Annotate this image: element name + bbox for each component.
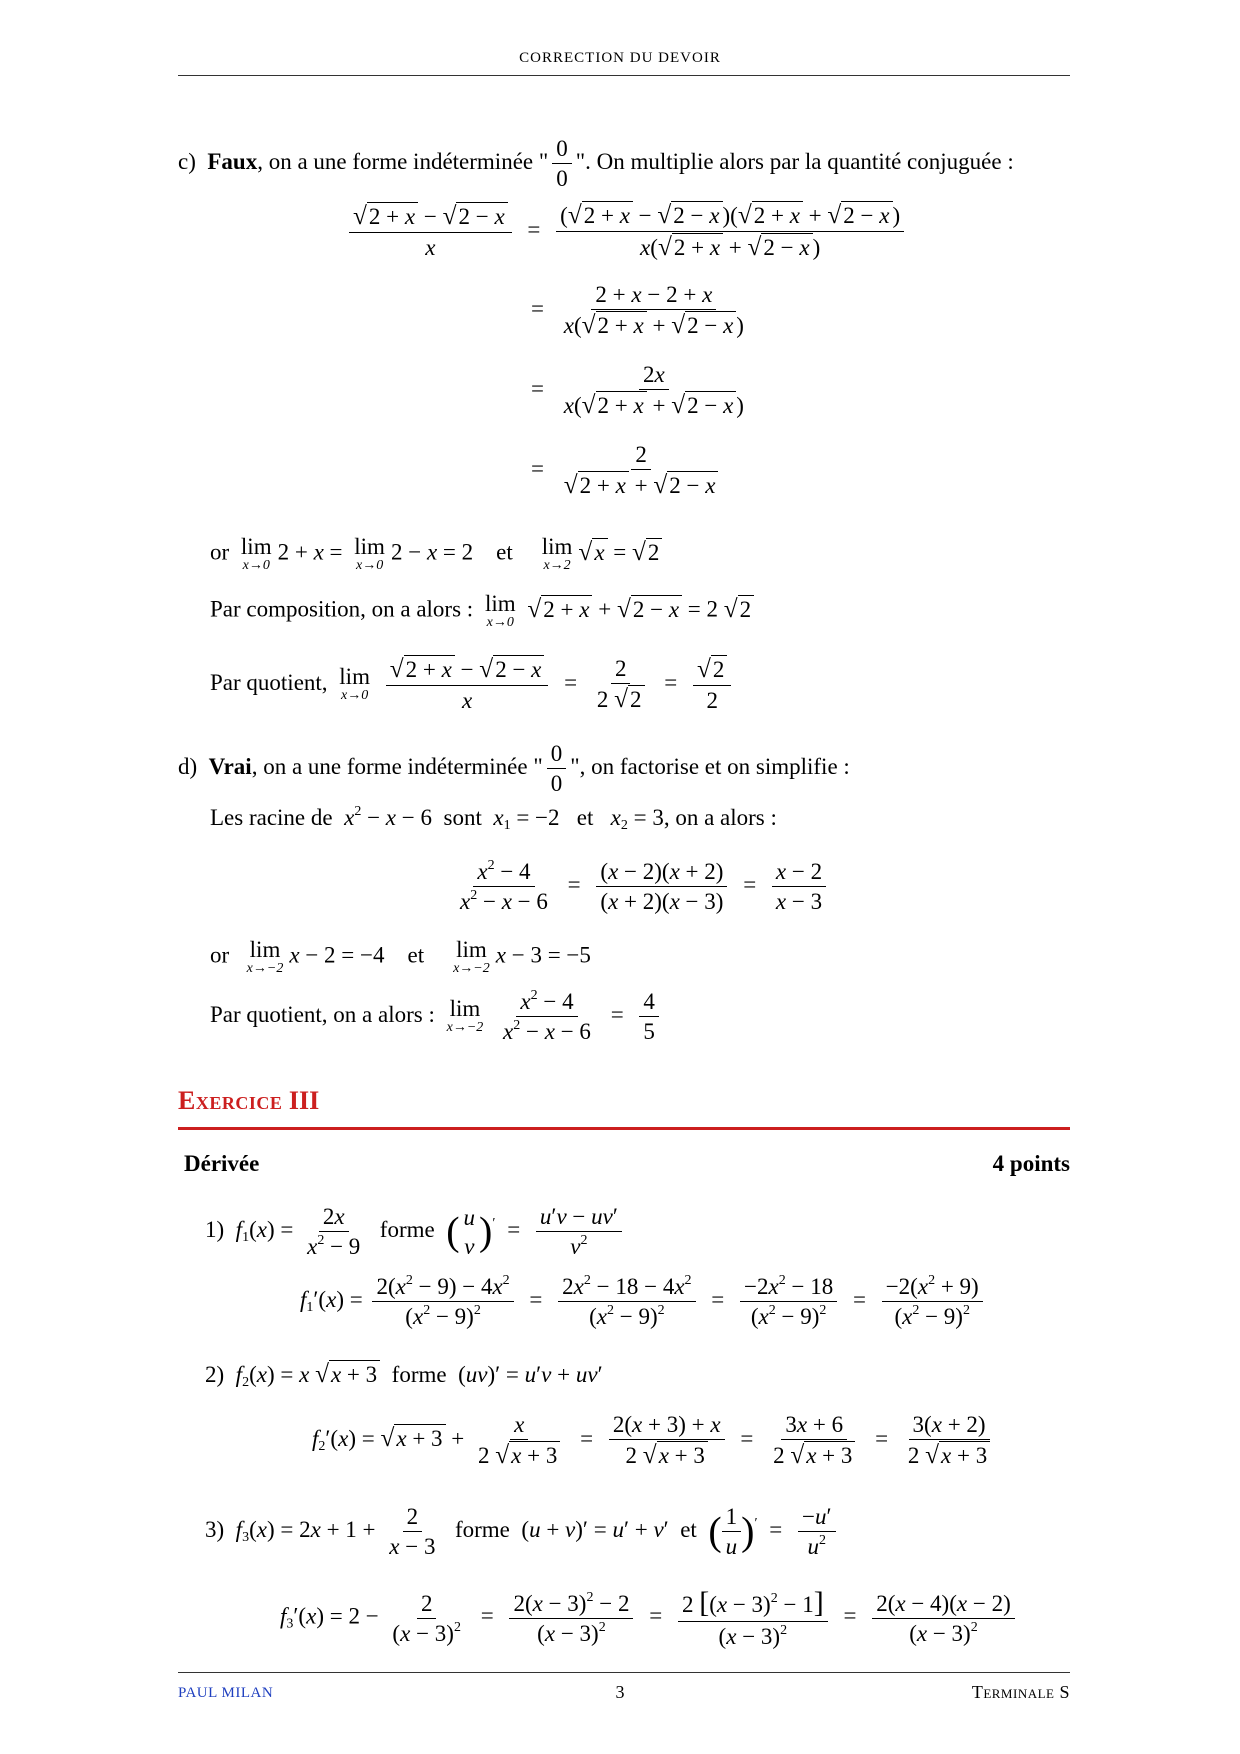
quotient-line-d: Par quotient, on a alors : lim x→−2 $\frac{x^2 - 4}{x^2 - x - 6}$ = $\frac{4}{5}$ bbox=[210, 990, 663, 1043]
or-word-d: or bbox=[210, 942, 230, 968]
part-d-intro: d) Vrai, on a une forme indéterminée " $\frac{0}{0}$ ", on factorise et on simplifie : bbox=[178, 741, 850, 796]
conjugate-eq-1: $\frac{√2 + x - √2 - x}{x}$ = $\frac{(√2 + x - √2 - x )(√2 + x + √2 - x )}{x(√2 + x + √2 - x )}$ bbox=[345, 203, 908, 261]
conjugate-eq-2: = $\frac{2 + x - 2 + x}{x(√2 + x + √2 - x )}$ bbox=[531, 282, 744, 339]
q3-derivative: $f_3'(x) = 2$ − $\frac{2}{(x - 3)^2}$ = $\frac{2(x - 3)^2 - 2}{(x - 3)^2}$ = $\frac{2 [(x - 3)^2 - 1]}{(x - 3)^2}$ = $\frac{2(x - 4)(x - 2)}{(x - 3)^2}$ bbox=[280, 1588, 1019, 1648]
roots-line: Les racine de $x^2 - x - 6$ sont $x_1 = -2$ et $x_2 = 3$, on a alors : bbox=[210, 804, 777, 833]
forme-word-1: forme bbox=[379, 1216, 435, 1242]
limits-line-d: or lim x→−2 x − 2 = −4 et lim x→−2 x − 3 = −5 bbox=[210, 937, 591, 977]
indeterminate-form: $\frac{0}{0}$ bbox=[552, 137, 572, 190]
q2-statement: 2) $f_2(x) = x$ √x + 3 forme (uv)′ = u′v + uv′ bbox=[205, 1360, 603, 1390]
forme-word-3: forme bbox=[454, 1516, 510, 1542]
footer-class: Terminale S bbox=[971, 1682, 1070, 1702]
q1-label: 1) bbox=[205, 1216, 225, 1242]
sont-word: sont bbox=[443, 805, 482, 830]
header-rule bbox=[178, 75, 1070, 76]
conjugate-eq-4: = $\frac{2}{√2 + x + √2 - x}$ bbox=[525, 443, 726, 498]
et-word-d2: et bbox=[407, 942, 425, 968]
part-c-intro-text-2: ". On multiplie alors par la quantité conjuguée : bbox=[575, 148, 1014, 174]
composition-line: Par composition, on a alors : lim x→0 √2 + x + √2 − x = 2 √2 bbox=[210, 592, 754, 631]
quotient-text-d: Par quotient, on a alors : bbox=[210, 1001, 435, 1027]
alors-text: , on a alors : bbox=[663, 805, 777, 830]
part-d-label: d) bbox=[178, 753, 198, 779]
part-d-intro-text-2: ", on factorise et on simplifie : bbox=[570, 753, 850, 779]
quotient-line-c: Par quotient, lim x→0 $\frac{√2 + x - √2 - x}{x}$ = $\frac{2}{2 √2}$ = $\frac{√2}{2}$ bbox=[210, 657, 735, 712]
quotient-text: Par quotient, bbox=[210, 669, 328, 695]
exercise-title: Exercice III bbox=[178, 1086, 320, 1115]
forme-word-2: forme bbox=[391, 1362, 447, 1387]
q1-derivative: $f_1'(x)$ = $\frac{2(x^2 - 9) - 4x^2}{(x^2 - 9)^2}$ = $\frac{2x^2 - 18 - 4x^2}{(x^2 - 9)^2}$ = $\frac{-2x^2 - 18}{(x^2 - 9)^2}$ = $\frac{-2(x^2 + 9)}{(x^2 - 9)^2}$ bbox=[300, 1275, 987, 1328]
footer-rule bbox=[178, 1672, 1070, 1673]
exercise-subject: Dérivée bbox=[184, 1151, 260, 1176]
q3-statement: 3) $f_3(x) = 2x + 1$ + $\frac{2}{x - 3}$ forme (u + v)′ = u′ + v′ et ( $\frac{1}{u}$ )′ = $\frac{-u'}{u^2}$ bbox=[205, 1505, 840, 1558]
et-word: et bbox=[496, 539, 513, 565]
part-c-intro bbox=[178, 137, 1014, 190]
part-c-label: c) bbox=[178, 148, 196, 174]
or-word: or bbox=[210, 539, 230, 565]
part-d-verdict: Vrai bbox=[208, 753, 252, 779]
exercise-rule bbox=[178, 1127, 1070, 1130]
composition-text: Par composition, on a alors : bbox=[210, 596, 474, 622]
part-c-verdict: Faux bbox=[207, 148, 258, 174]
q3-label: 3) bbox=[205, 1516, 225, 1542]
exercise-points: 4 points bbox=[992, 1151, 1070, 1176]
et-word-d: et bbox=[576, 805, 594, 830]
page-header: CORRECTION DU DEVOIR bbox=[519, 50, 721, 66]
q2-derivative: $f_2'(x) = √x + 3$ + $\frac{x}{2 √x + 3}$ = $\frac{2(x + 3) + x}{2 √x + 3}$ = $\frac{3x + 6}{2 √x + 3}$ = $\frac{3(x + 2)}{2 √x + 3}$ bbox=[312, 1413, 998, 1468]
footer-page-number: 3 bbox=[615, 1682, 625, 1702]
footer-author: PAUL MILAN bbox=[178, 1685, 274, 1701]
part-d-intro-text-1: , on a une forme indéterminée " bbox=[251, 753, 543, 779]
roots-text: Les racine de bbox=[210, 805, 333, 830]
q1-statement: 1) $f_1(x)$ = $\frac{2x}{x^2 - 9}$ forme ( u v )′ = $\frac{u'v - uv'}{v^2}$ bbox=[205, 1205, 626, 1258]
conjugate-eq-3: = $\frac{2x}{x(√2 + x + √2 - x )}$ bbox=[531, 362, 744, 419]
q2-label: 2) bbox=[205, 1362, 225, 1387]
factorisation-eq: $\frac{x^2 - 4}{x^2 - x - 6}$ = $\frac{(x - 2)(x + 2)}{(x + 2)(x - 3)}$ = $\frac{x - 2}{x - 3}$ bbox=[452, 860, 830, 913]
limits-line-c: or lim x→0 2 + x = lim x→0 2 − x = 2 et lim x→2 √x = √2 bbox=[210, 535, 662, 574]
et-word-3: et bbox=[680, 1516, 697, 1542]
part-c-intro-text-1: , on a une forme indéterminée " bbox=[257, 148, 549, 174]
